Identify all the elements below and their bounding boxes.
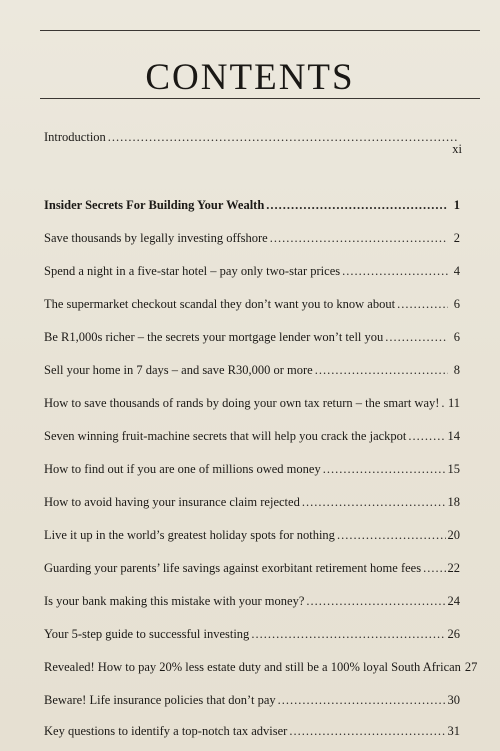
toc-entry — [44, 264, 460, 279]
toc-entry-title: Revealed! How to pay 20% less estate duty and still be a 100% loyal South African — [44, 660, 461, 674]
toc-entry — [44, 396, 460, 411]
toc-entry — [44, 627, 460, 642]
toc-entry-title: The supermarket checkout scandal they don’t want you to know about — [44, 297, 396, 311]
toc-entry-page: 24 — [447, 594, 460, 608]
toc-entry-page: 20 — [447, 528, 460, 542]
toc-entry-title: Guarding your parents’ life savings against exorbitant retirement home fees — [44, 561, 422, 575]
toc-entry — [44, 724, 460, 739]
toc-entry-page: 6 — [453, 297, 460, 311]
toc-entry-page: 18 — [447, 495, 460, 509]
toc-entry-title: How to save thousands of rands by doing your own tax return – the smart way! — [44, 396, 440, 410]
toc-entry — [44, 594, 460, 609]
toc-leader — [278, 693, 446, 708]
toc-entry-title: Seven winning fruit-machine secrets that will help you crack the jackpot — [44, 429, 407, 443]
toc-leader — [315, 363, 448, 378]
toc-entry-introduction — [44, 130, 460, 158]
toc-entry — [44, 231, 460, 246]
toc-entry-page: 26 — [447, 627, 460, 641]
toc-entry-title: Spend a night in a five-star hotel – pay only two-star prices — [44, 264, 341, 278]
toc-leader — [441, 396, 446, 411]
toc-leader — [108, 130, 458, 145]
toc-leader — [342, 264, 448, 279]
toc-entry-title: Be R1,000s richer – the secrets your mortgage lender won’t tell you — [44, 330, 384, 344]
toc-leader — [270, 231, 448, 246]
toc-entry-page: xi — [452, 142, 462, 156]
toc-entry — [44, 363, 460, 378]
toc-entry — [44, 495, 460, 510]
toc-entry — [44, 528, 460, 543]
toc-entry-title: Beware! Life insurance policies that don’t pay — [44, 693, 276, 707]
toc-entry-page: 11 — [447, 396, 460, 410]
toc-entry-page: 31 — [447, 724, 460, 738]
toc-entry-title: Key questions to identify a top-notch tax adviser — [44, 724, 288, 738]
page-title: CONTENTS — [145, 57, 355, 98]
toc-entry-title: Live it up in the world’s greatest holiday spots for nothing — [44, 528, 335, 542]
toc-entry — [44, 297, 460, 312]
toc-entry-title: Sell your home in 7 days – and save R30,000 or more — [44, 363, 313, 377]
toc-leader — [306, 594, 445, 609]
toc-leader — [408, 429, 445, 444]
toc-entry-page: 14 — [447, 429, 460, 443]
toc-entry-page: 1 — [453, 198, 460, 212]
toc-leader — [323, 462, 446, 477]
toc-entry-page: 4 — [453, 264, 460, 278]
top-rule — [40, 30, 480, 31]
toc-entry — [44, 429, 460, 444]
toc-leader — [289, 724, 445, 739]
toc-entry-title: Is your bank making this mistake with your money? — [44, 594, 305, 608]
toc-entry-title: Introduction — [44, 130, 106, 144]
toc-entry — [44, 660, 478, 675]
toc-entry — [44, 330, 460, 345]
toc-entry-page: 2 — [453, 231, 460, 245]
toc-entry-title: Your 5-step guide to successful investing — [44, 627, 250, 641]
toc-entry — [44, 561, 460, 576]
title-rule — [40, 98, 480, 99]
toc-entry-title: Insider Secrets For Building Your Wealth — [44, 198, 265, 212]
toc-entry-page: 22 — [447, 561, 460, 575]
toc-entry-section-heading — [44, 198, 460, 213]
toc-entry-page: 30 — [447, 693, 460, 707]
toc-entry-page: 15 — [447, 462, 460, 476]
toc-leader — [385, 330, 448, 345]
toc-entry-page: 27 — [464, 660, 478, 674]
toc-entry-page: 8 — [453, 363, 460, 377]
toc-leader — [337, 528, 446, 543]
toc-entry — [44, 693, 460, 708]
toc-entry — [44, 462, 460, 477]
toc-entry-page: 6 — [453, 330, 460, 344]
toc-leader — [423, 561, 445, 576]
toc-leader — [266, 198, 448, 213]
toc-entry-title: Save thousands by legally investing offshore — [44, 231, 268, 245]
toc-entry-title: How to avoid having your insurance claim rejected — [44, 495, 300, 509]
toc-leader — [397, 297, 448, 312]
toc-leader — [251, 627, 445, 642]
toc-leader — [302, 495, 446, 510]
toc-entry-title: How to find out if you are one of millions owed money — [44, 462, 321, 476]
